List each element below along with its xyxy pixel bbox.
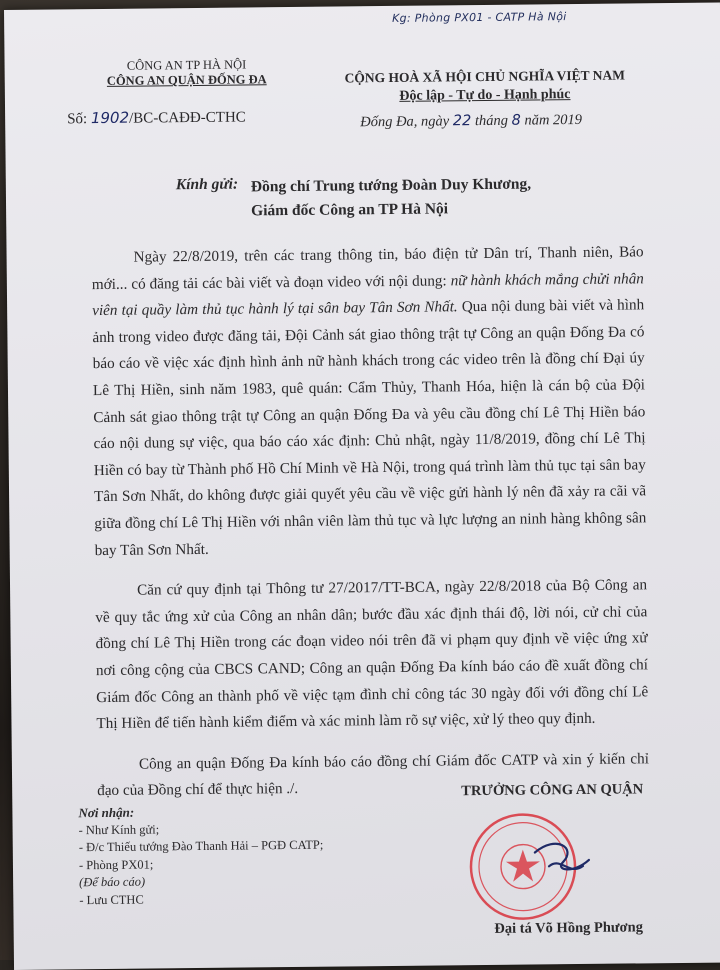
date-day: 22 (452, 113, 472, 130)
paragraph-1-quote: nữ hành khách mắng chửi nhân viên tại quầy làm thủ tục hành lý tại sân bay Tân Sơn Nhất. (92, 269, 644, 320)
recipient-note: (Để báo cáo) (79, 874, 146, 890)
date-prefix: Đống Đa, ngày (360, 113, 450, 131)
nation-name: CỘNG HOÀ XÃ HỘI CHỦ NGHĨA VIỆT NAM (344, 67, 625, 86)
recipient-item: - Như Kính gửi; (78, 821, 160, 837)
greeting-label: Kính gửi: (175, 175, 239, 194)
agency-name: CÔNG AN QUẬN ĐỐNG ĐA (106, 72, 267, 88)
paragraph-1 (91, 239, 646, 564)
handwritten-note: Kg: Phòng PX01 - CATP Hà Nội (392, 10, 567, 25)
report-body (91, 239, 649, 805)
recipient-item: - Lưu CTHC (79, 892, 144, 907)
doc-number-suffix: /BC-CAĐĐ-CTHC (129, 109, 246, 127)
paragraph-1-rest: Qua nội dung bài viết và hình ảnh trong video được đăng tải, Đội Cảnh sát giao thông trật tự Công an quận Đống Đa có báo cáo về việc xác định hình ảnh nữ hành khách trong các video trên là đồng chí Đại úy Lê Thị Hiền, sinh năm 1983, quê quán: Cẩm Thủy, Thanh Hóa, hiện là cán bộ của Đội Cảnh sát giao thông trật tự Công an quận Đống Đa và yêu cầu đồng chí Lê Thị Hiền báo cáo nội dung sự việc, qua báo cáo xác định: Chủ nhật, ngày 11/8/2019, đồng chí Lê Thị Hiền có bay từ Thành phố Hồ Chí Minh về Hà Nội, trong quá trình làm thủ tục tại sân bay Tân Sơn Nhất, do không được giải quyết yêu cầu về việc gửi hành lý nên đã xảy ra cãi vã giữa đồng chí Lê Thị Hiền với nhân viên làm thủ tục và lực lượng an ninh hàng không sân bay Tân Sơn Nhất. (92, 296, 647, 559)
nation-motto: Độc lập - Tự do - Hạnh phúc (399, 87, 571, 104)
greeting-line-1: Đồng chí Trung tướng Đoàn Duy Khương, (250, 175, 532, 196)
national-motto (305, 65, 665, 107)
doc-number-handwritten: 1902 (90, 108, 130, 128)
agency-parent: CÔNG AN TP HÀ NỘI (126, 57, 247, 73)
greeting-line-2: Giám đốc Công an TP Hà Nội (251, 200, 449, 220)
issuing-agency (67, 57, 307, 90)
paragraph-1-start: Ngày 22/8/2019, trên các trang thông tin, báo điện tử Dân trí, Thanh niên, Báo mới... có đăng tải các bài viết và đoạn video với nội dung: (91, 243, 644, 293)
paragraph-3: Công an quận Đống Đa kính báo cáo đồng chí Giám đốc CATP và xin ý kiến chỉ đạo của Đồng chí để thực hiện ./. (97, 749, 649, 800)
signature-title: TRƯỞNG CÔNG AN QUẬN (461, 781, 644, 800)
recipient-item: - Phòng PX01; (78, 856, 154, 872)
paragraph-2: Căn cứ quy định tại Thông tư 27/2017/TT-BCA, ngày 22/8/2018 của Bộ Công an về quy tắc ứng xử của Công an nhân dân; bước đầu xác định thái độ, lời nói, cử chỉ của đồng chí Lê Thị Hiền trong các đoạn video nói trên đã vi phạm quy định về việc ứng xử nơi công cộng của CBCS CAND; Công an quận Đống Đa kính báo cáo đề xuất đồng chí Giám đốc Công an thành phố về việc tạm đình chỉ công tác 30 ngày đối với đồng chí Lê Thị Hiền để tiến hành kiểm điểm và xác minh làm rõ sự việc, xử lý theo quy định. (95, 576, 649, 733)
doc-number-prefix: Số: (67, 111, 88, 128)
greeting-recipient (251, 172, 532, 223)
date-month: 8 (511, 112, 521, 129)
document-number (67, 107, 246, 128)
document-page (4, 3, 720, 970)
recipients-title: Nơi nhận: (78, 804, 135, 821)
date-line (360, 112, 582, 131)
recipient-item: - Đ/c Thiếu tướng Đào Thanh Hải – PGĐ CATP; (78, 837, 324, 855)
date-mid: tháng (474, 112, 509, 130)
signer-name: Đại tá Võ Hồng Phương (494, 919, 644, 937)
official-seal-stamp (464, 804, 605, 925)
recipients-block (78, 801, 409, 909)
date-suffix: năm 2019 (524, 111, 583, 129)
